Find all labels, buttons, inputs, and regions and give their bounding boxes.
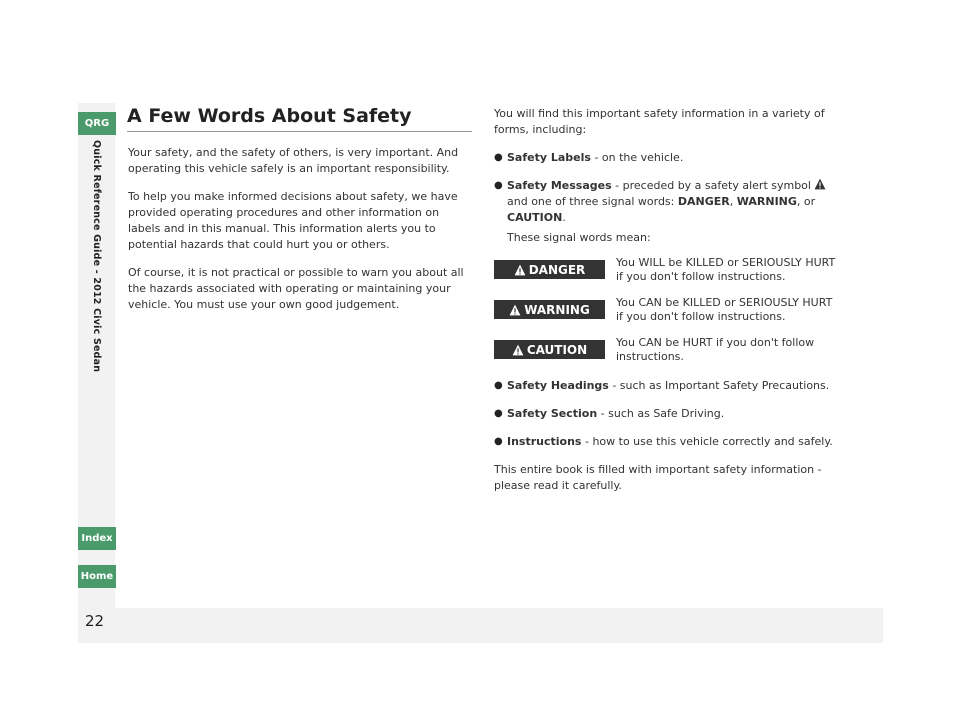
signal-description: You CAN be HURT if you don't follow instructions. [616,336,815,363]
page-number: 22 [85,612,105,630]
title-divider [127,131,472,132]
closing-note: This entire book is filled with important safety information - please read it carefully. [494,463,822,492]
signal-word-warning: WARNING [736,195,797,208]
bullet-desc: - such as Safe Driving. [597,407,725,420]
bullet-desc: - on the vehicle. [590,151,684,164]
home-tab[interactable]: Home [78,565,116,588]
badge-label: DANGER [528,262,586,277]
bullet-term: Instructions [507,435,582,448]
bullet-safety-messages [494,178,839,226]
side-title: Quick Reference Guide - 2012 Civic Sedan [91,140,102,373]
signal-row-danger [494,256,839,288]
badge-label: WARNING [524,302,590,317]
bullet-safety-labels [494,150,839,166]
alert-triangle-icon [509,304,521,316]
signal-row-caution [494,336,839,368]
signal-word-caution: CAUTION [507,211,563,224]
forms-intro: You will find this important safety information in a variety of forms, including: [494,107,825,136]
paragraph-judgement: Of course, it is not practical or possible to warn you about all the hazards associated with operating or maintaining your vehicle. You must use your own good judgement. [128,266,464,311]
right-column [494,106,839,494]
left-column [128,145,473,325]
signal-word-danger: DANGER [677,195,730,208]
signal-description: You CAN be KILLED or SERIOUSLY HURT if you don't follow instructions. [616,296,833,323]
bullet-desc: - such as Important Safety Precautions. [608,379,830,392]
bullet-term: Safety Messages [507,179,612,192]
danger-badge [494,260,605,279]
paragraph-informed-decisions: To help you make informed decisions about safety, we have provided operating procedures and other information on labels and in this manual. This information alerts you to potential hazards that could hurt you or others. [128,190,458,251]
bullet-desc-cont: and one of three signal words: [507,195,678,208]
badge-label: CAUTION [526,342,588,357]
qrg-tab[interactable]: QRG [78,112,116,135]
alert-triangle-icon [814,178,826,190]
caution-badge [494,340,605,359]
separator: , or [796,195,816,208]
separator: , [729,195,737,208]
bullet-desc: - how to use this vehicle correctly and safely. [581,435,833,448]
bullet-safety-headings [494,378,839,394]
bullet-term: Safety Section [507,407,598,420]
paragraph-importance: Your safety, and the safety of others, is very important. And operating this vehicle safely is an important responsibility. [128,146,459,175]
signal-word-list [494,256,839,368]
bullet-desc: - preceded by a safety alert symbol [611,179,815,192]
signal-description: You WILL be KILLED or SERIOUSLY HURT if you don't follow instructions. [616,256,836,283]
alert-triangle-icon [514,264,526,276]
bullet-safety-section [494,406,839,422]
signal-row-warning [494,296,839,328]
signal-words-intro: These signal words mean: [507,231,651,244]
bullet-instructions [494,434,839,450]
bullet-term: Safety Headings [507,379,609,392]
page-title: A Few Words About Safety [127,105,412,127]
index-tab[interactable]: Index [78,527,116,550]
warning-badge [494,300,605,319]
bullet-term: Safety Labels [507,151,591,164]
sentence-end: . [562,211,566,224]
alert-triangle-icon [512,344,524,356]
